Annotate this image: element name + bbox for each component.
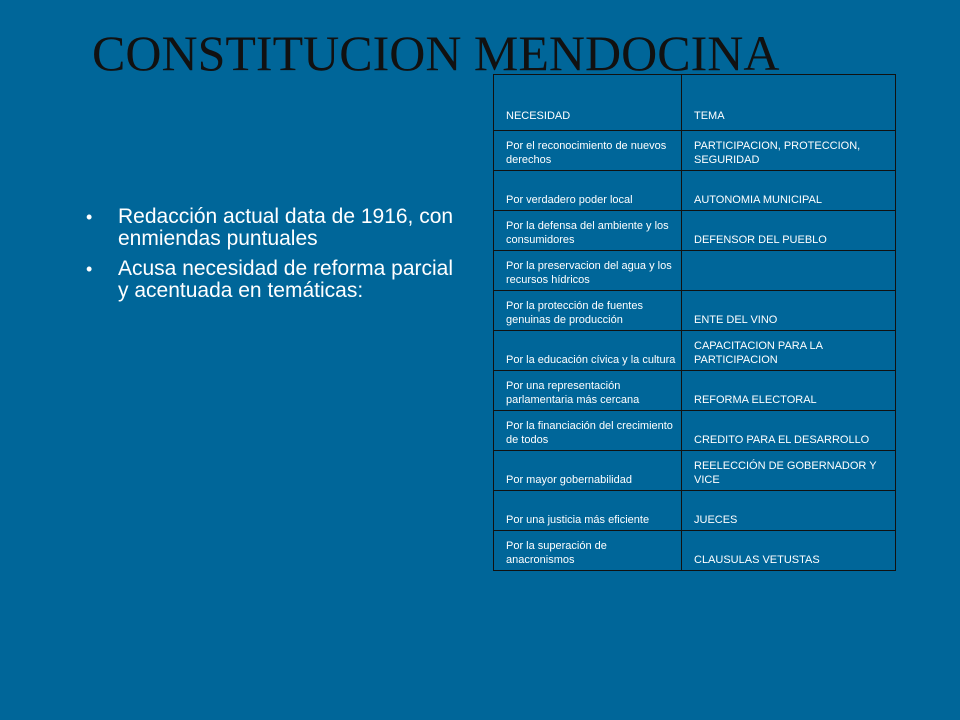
- tema-cell: REELECCIÓN DE GOBERNADOR Y VICE: [682, 451, 896, 491]
- tema-cell: REFORMA ELECTORAL: [682, 371, 896, 411]
- table-row: [494, 131, 896, 171]
- table-row: [494, 331, 896, 371]
- bullet-item: [82, 258, 462, 302]
- necesidad-cell: Por una representación parlamentaria más cercana: [494, 371, 682, 411]
- header-necesidad: NECESIDAD: [494, 75, 682, 131]
- tema-cell: [682, 251, 896, 291]
- tema-cell: PARTICIPACION, PROTECCION, SEGURIDAD: [682, 131, 896, 171]
- tema-cell: ENTE DEL VINO: [682, 291, 896, 331]
- tema-cell: CLAUSULAS VETUSTAS: [682, 531, 896, 571]
- necesidad-cell: Por la defensa del ambiente y los consumidores: [494, 211, 682, 251]
- table-header-row: [494, 75, 896, 131]
- bullet-text: Acusa necesidad de reforma parcial y acentuada en temáticas:: [118, 257, 454, 302]
- necesidad-cell: Por una justicia más eficiente: [494, 491, 682, 531]
- table-row: [494, 371, 896, 411]
- tema-cell: CREDITO PARA EL DESARROLLO: [682, 411, 896, 451]
- bullet-item: [82, 206, 462, 250]
- tema-cell: CAPACITACION PARA LA PARTICIPACION: [682, 331, 896, 371]
- needs-topics-table: [493, 74, 896, 571]
- table-row: [494, 251, 896, 291]
- necesidad-cell: Por la educación cívica y la cultura: [494, 331, 682, 371]
- table-row: [494, 451, 896, 491]
- header-tema: TEMA: [682, 75, 896, 131]
- bullet-list: [82, 206, 462, 310]
- slide-title: CONSTITUCION MENDOCINA: [92, 25, 780, 81]
- bullet-dot-icon: •: [86, 259, 93, 279]
- table-row: [494, 171, 896, 211]
- bullet-text: Redacción actual data de 1916, con enmiendas puntuales: [118, 205, 454, 250]
- table-row: [494, 411, 896, 451]
- tema-cell: AUTONOMIA MUNICIPAL: [682, 171, 896, 211]
- tema-cell: DEFENSOR DEL PUEBLO: [682, 211, 896, 251]
- necesidad-cell: Por verdadero poder local: [494, 171, 682, 211]
- tema-cell: JUECES: [682, 491, 896, 531]
- table-row: [494, 491, 896, 531]
- necesidad-cell: Por la superación de anacronismos: [494, 531, 682, 571]
- bullet-dot-icon: •: [86, 207, 93, 227]
- table-row: [494, 531, 896, 571]
- necesidad-cell: Por la preservacion del agua y los recursos hídricos: [494, 251, 682, 291]
- table-row: [494, 211, 896, 251]
- table-row: [494, 291, 896, 331]
- necesidad-cell: Por la protección de fuentes genuinas de producción: [494, 291, 682, 331]
- necesidad-cell: Por el reconocimiento de nuevos derechos: [494, 131, 682, 171]
- necesidad-cell: Por la financiación del crecimiento de todos: [494, 411, 682, 451]
- necesidad-cell: Por mayor gobernabilidad: [494, 451, 682, 491]
